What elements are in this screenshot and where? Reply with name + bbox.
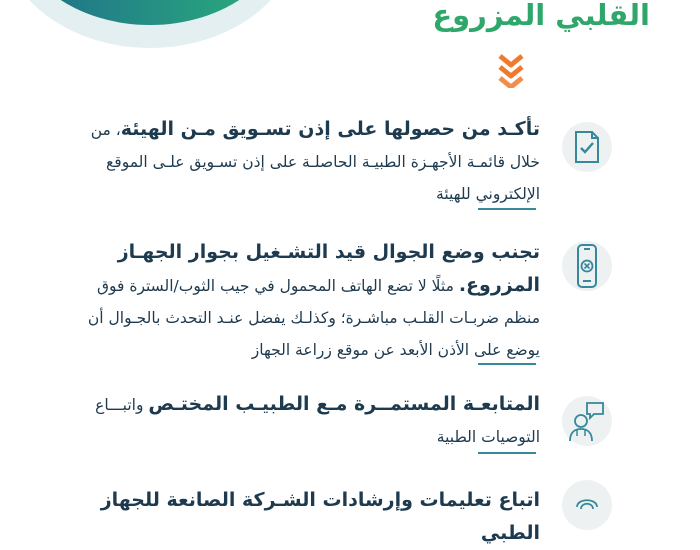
- item-text: مثلًا لا تضع الهاتف المحمول في جيب الثوب/السترة فوق منظم ضربـات القلـب مباشـرة؛ وكذلـك يفضل عنـد التحدث بالجـوال أن يوضع على الأذن الأبعد عن موقع زراعة الجهاز: [87, 277, 540, 359]
- document-check-icon: [570, 129, 604, 165]
- item-heading: المتابعـة المستمــرة مـع الطبيـب المختـص: [148, 393, 540, 415]
- doctor-chat-icon: [567, 399, 607, 443]
- item-icon: [562, 122, 612, 172]
- item-heading: تأكـد من حصولها على إذن تسـويق مـن الهيئة: [120, 118, 540, 140]
- list-item: [80, 484, 540, 550]
- item-heading: تجنب وضع الجوال قيد التشـغيل بجوار الجهـاز المزروع.: [117, 241, 540, 296]
- list-item: [80, 113, 540, 210]
- divider: [478, 363, 536, 365]
- item-icon: [562, 480, 612, 530]
- divider: [478, 452, 536, 454]
- page-title: القلبي المزروع: [432, 0, 650, 32]
- item-text: ، من خلال قائمـة الأجهـزة الطبيـة الحاصلـة على إذن تسـويق علـى الموقع الإلكتروني للهيئة: [90, 121, 540, 203]
- item-heading: اتباع تعليمات وإرشادات الشـركة الصانعة للجهاز الطبي: [100, 489, 540, 544]
- list-item: [80, 236, 540, 366]
- phone-x-icon: [572, 243, 602, 289]
- chevron-down-icon: [496, 52, 526, 88]
- fingerprint-icon: [569, 487, 605, 523]
- divider: [478, 208, 536, 210]
- item-icon: [562, 396, 612, 446]
- decorative-circle: [0, 0, 310, 50]
- item-icon: [562, 241, 612, 291]
- list-item: [80, 388, 540, 453]
- item-text: واتبـــاع التوصيات الطبية: [95, 396, 540, 446]
